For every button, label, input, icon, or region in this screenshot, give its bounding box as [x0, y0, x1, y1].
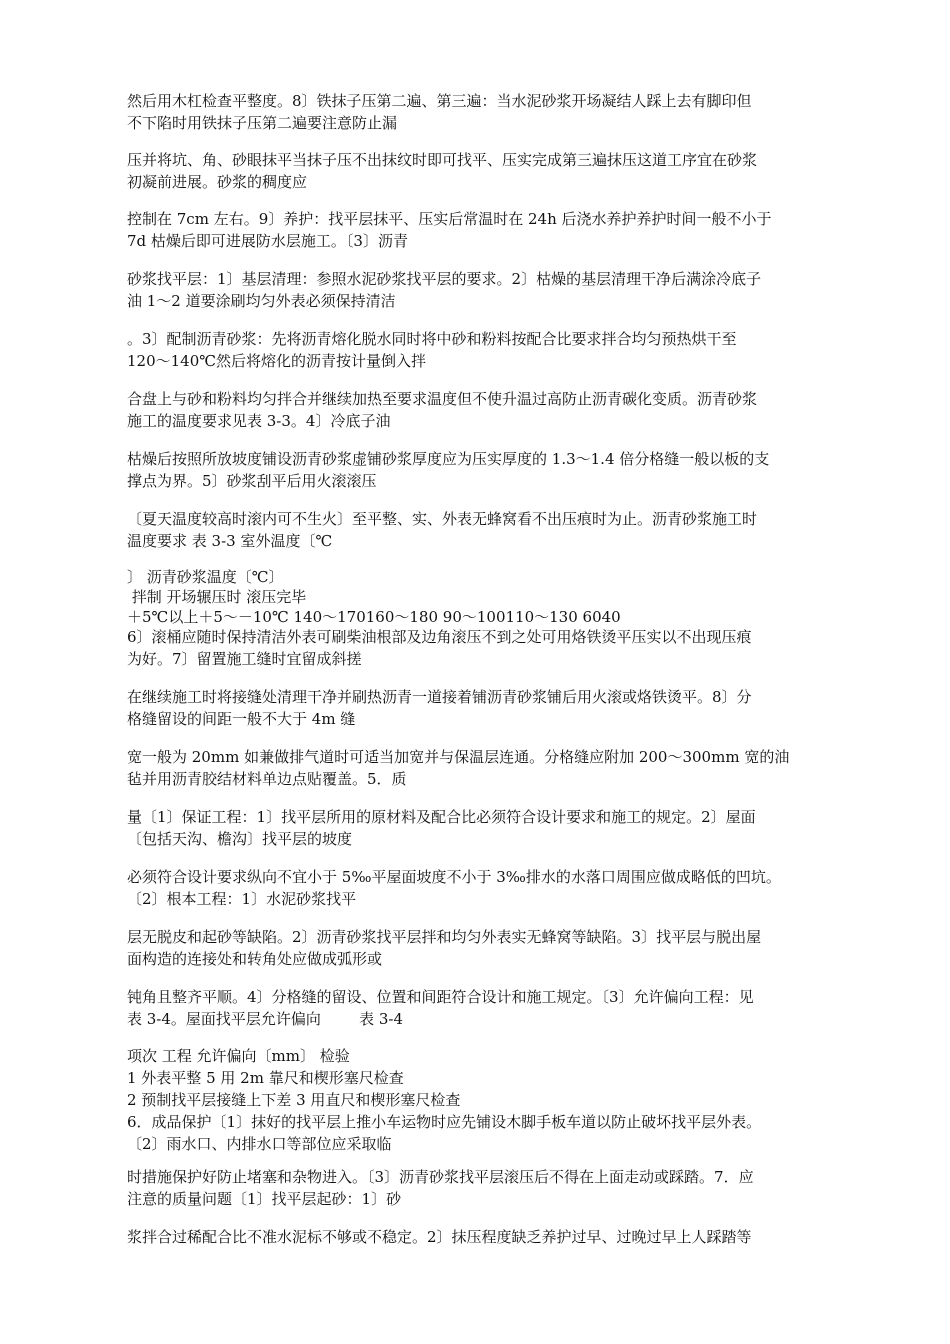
- text-line: 温度要求 表 3-3 室外温度〔℃: [127, 532, 333, 550]
- paragraph: [127, 1166, 839, 1210]
- table-header: 项次 工程 允许偏向〔mm〕 检验: [127, 1047, 350, 1065]
- text-line: 层无脱皮和起砂等缺陷。2〕沥青砂浆找平层拌和均匀外表实无蜂窝等缺陷。3〕找平层与脱出屋: [127, 928, 762, 946]
- temperature-table: [127, 567, 839, 627]
- paragraph: [127, 448, 839, 492]
- text-line: 浆拌合过稀配合比不准水泥标不够或不稳定。2〕抹压程度缺乏养护过早、过晚过早上人踩踏等: [127, 1228, 752, 1246]
- text-line: 控制在 7cm 左右。9〕养护：找平层抹平、压实后常温时在 24h 后浇水养护养护时间一般不小于: [127, 210, 772, 228]
- paragraph: [127, 686, 839, 730]
- text-line: 。3〕配制沥青砂浆：先将沥青熔化脱水同时将中砂和粉料按配合比要求拌合均匀预热烘干至: [127, 330, 737, 348]
- text-line: 〔2〕根本工程：1〕水泥砂浆找平: [127, 890, 357, 908]
- text-line: 为好。7〕留置施工缝时宜留成斜搓: [127, 650, 362, 668]
- text-line: 在继续施工时将接缝处清理干净并刷热沥青一道接着铺沥青砂浆铺后用火滚或烙铁烫平。8〕分: [127, 688, 752, 706]
- text-line: 油 1～2 道要涂刷均匀外表必须保持清洁: [127, 292, 396, 310]
- text-line: 毡并用沥青胶结材料单边点贴覆盖。5．质: [127, 770, 407, 788]
- paragraph: [127, 866, 839, 910]
- paragraph: [127, 926, 839, 970]
- paragraph: [127, 208, 839, 252]
- text-line: 注意的质量问题〔1〕找平层起砂：1〕砂: [127, 1190, 402, 1208]
- paragraph: [127, 328, 839, 372]
- text-line: 120～140℃然后将熔化的沥青按计量倒入拌: [127, 352, 427, 370]
- text-line: 面构造的连接处和转角处应做成弧形或: [127, 950, 383, 968]
- text-line: 〔包括天沟、檐沟〕找平层的坡度: [127, 830, 353, 848]
- text-line: 砂浆找平层：1〕基层清理：参照水泥砂浆找平层的要求。2〕枯燥的基层清理干净后满涂冷底子: [127, 270, 762, 288]
- text-line: 然后用木杠检查平整度。8〕铁抹子压第二遍、第三遍：当水泥砂浆开场凝结人踩上去有脚印但: [127, 92, 752, 110]
- text-line: 格缝留设的间距一般不大于 4m 缝: [127, 710, 356, 728]
- table-header: 〕 沥青砂浆温度〔℃〕: [127, 568, 284, 586]
- paragraph: [127, 268, 839, 312]
- paragraph: [127, 986, 839, 1030]
- table-row: 1 外表平整 5 用 2m 靠尺和楔形塞尺检查: [127, 1069, 404, 1087]
- table-row: ＋5℃以上＋5～－10℃ 140～170160～180 90～100110～130 6040: [127, 608, 621, 626]
- text-line: 6．成品保护〔1〕抹好的找平层上推小车运物时应先铺设木脚手板车道以防止破坏找平层外表。: [127, 1113, 762, 1131]
- text-line: 合盘上与砂和粉料均匀拌合并继续加热至要求温度但不使升温过高防止沥青碳化变质。沥青砂浆: [127, 390, 758, 408]
- paragraph: [127, 806, 839, 850]
- text-line: 压并将坑、角、砂眼抹平当抹子压不出抹纹时即可找平、压实完成第三遍抹压这道工序宜在砂浆: [127, 151, 758, 169]
- text-line: 6〕滚桶应随时保持清洁外表可刷柴油根部及边角滚压不到之处可用烙铁烫平压实以不出现压痕: [127, 628, 752, 646]
- tolerance-table: [127, 1045, 839, 1155]
- text-line: 施工的温度要求见表 3-3。4〕冷底子油: [127, 412, 391, 430]
- paragraph: [127, 90, 839, 134]
- text-line: 量〔1〕保证工程：1〕找平层所用的原材料及配合比必须符合设计要求和施工的规定。2〕屋面: [127, 808, 756, 826]
- text-line: 7d 枯燥后即可进展防水层施工。〔3〕沥青: [127, 232, 408, 250]
- table-row: 2 预制找平层接缝上下差 3 用直尺和楔形塞尺检查: [127, 1091, 461, 1109]
- text-line: 撑点为界。5〕砂浆刮平后用火滚滚压: [127, 472, 377, 490]
- text-line: 枯燥后按照所放坡度铺设沥青砂浆虚铺砂浆厚度应为压实厚度的 1.3～1.4 倍分格缝一般以板的支: [127, 450, 770, 468]
- paragraph: [127, 1226, 839, 1248]
- text-line: 不下陷时用铁抹子压第二遍要注意防止漏: [127, 114, 398, 132]
- text-line: 表 3-4。屋面找平层允许偏向 表 3-4: [127, 1010, 403, 1028]
- paragraph: [127, 626, 839, 670]
- text-line: 必须符合设计要求纵向不宜小于 5‰平屋面坡度不小于 3‰排水的水落口周围应做成略低的凹坑。: [127, 868, 781, 886]
- text-line: 〔夏天温度较高时滚内可不生火〕至平整、实、外表无蜂窝看不出压痕时为止。沥青砂浆施工时: [127, 510, 758, 528]
- paragraph: [127, 388, 839, 432]
- text-line: 钝角且整齐平顺。4〕分格缝的留设、位置和间距符合设计和施工规定。〔3〕允许偏向工程：见: [127, 988, 754, 1006]
- text-line: 时措施保护好防止堵塞和杂物进入。〔3〕沥青砂浆找平层滚压后不得在上面走动或踩踏。7．应: [127, 1168, 754, 1186]
- table-header: 拌制 开场辗压时 滚压完毕: [127, 588, 307, 606]
- text-line: 〔2〕雨水口、内排水口等部位应采取临: [127, 1135, 392, 1153]
- paragraph: [127, 746, 839, 790]
- text-line: 宽一般为 20mm 如兼做排气道时可适当加宽并与保温层连通。分格缝应附加 200～300mm 宽的油: [127, 748, 790, 766]
- text-line: 初凝前进展。砂浆的稠度应: [127, 173, 308, 191]
- paragraph: [127, 149, 839, 193]
- paragraph: [127, 508, 839, 552]
